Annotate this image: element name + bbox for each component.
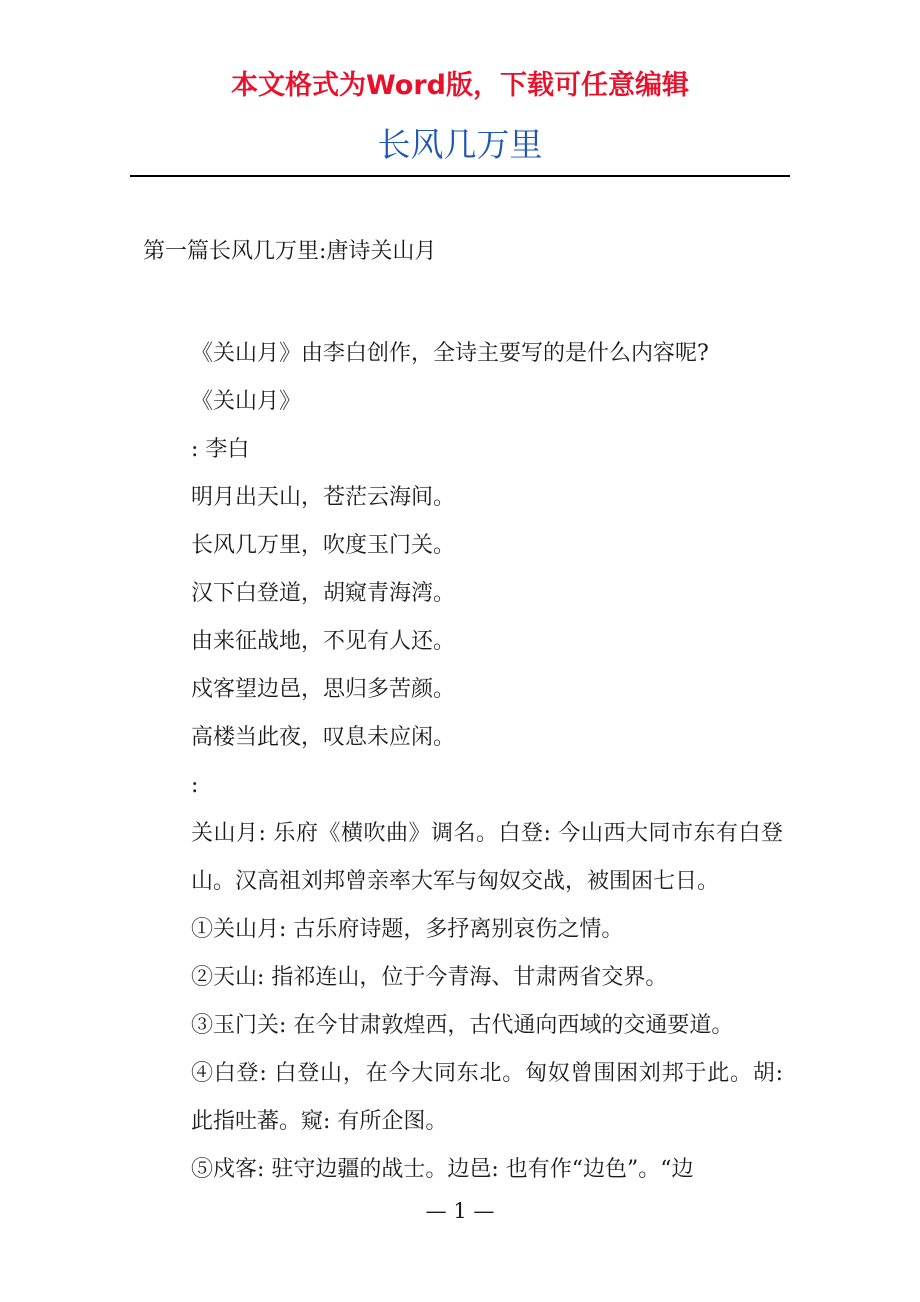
poem-line: 由来征战地，不见有人还。 [191, 629, 456, 654]
poem-author: : 李白 [191, 437, 250, 462]
poem-line: 长风几万里，吹度玉门关。 [191, 533, 456, 558]
section-heading: 第一篇长风几万里:唐诗关山月 [143, 239, 437, 264]
document-title: 长风几万里 [377, 125, 543, 164]
download-banner: 本文格式为Word版，下载可任意编辑 [230, 70, 689, 101]
note-paragraph: 关山月: 乐府《横吹曲》调名。白登: 今山西大同市东有白登山。汉高祖刘邦曾亲率大军与匈奴交战，被围困七日。 [191, 821, 783, 894]
paragraph: 《关山月》由李白创作，全诗主要写的是什么内容呢? [191, 341, 709, 366]
note-item: ①关山月: 古乐府诗题，多抒离别哀伤之情。 [191, 917, 624, 942]
poem-line: 戍客望边邑，思归多苦颜。 [191, 677, 456, 702]
poem-line: 汉下白登道，胡窥青海湾。 [191, 581, 456, 606]
note-item: ③玉门关: 在今甘肃敦煌西，古代通向西域的交通要道。 [191, 1013, 734, 1038]
page-number: — 1 — [425, 1199, 495, 1223]
note-item: ②天山: 指祁连山，位于今青海、甘肃两省交界。 [191, 965, 668, 990]
poem-line: 明月出天山，苍茫云海间。 [191, 485, 456, 510]
title-divider [130, 175, 790, 177]
poem-line: 高楼当此夜，叹息未应闲。 [191, 725, 456, 750]
note-item: ⑤戍客: 驻守边疆的战士。边邑: 也有作“边色”。“边 [191, 1157, 694, 1182]
notes-label: : [191, 773, 199, 798]
note-item: ④白登: 白登山，在今大同东北。匈奴曾围困刘邦于此。胡: 此指吐蕃。窥: 有所企图。 [191, 1061, 783, 1134]
document-body [143, 330, 783, 1194]
poem-title: 《关山月》 [191, 389, 302, 414]
